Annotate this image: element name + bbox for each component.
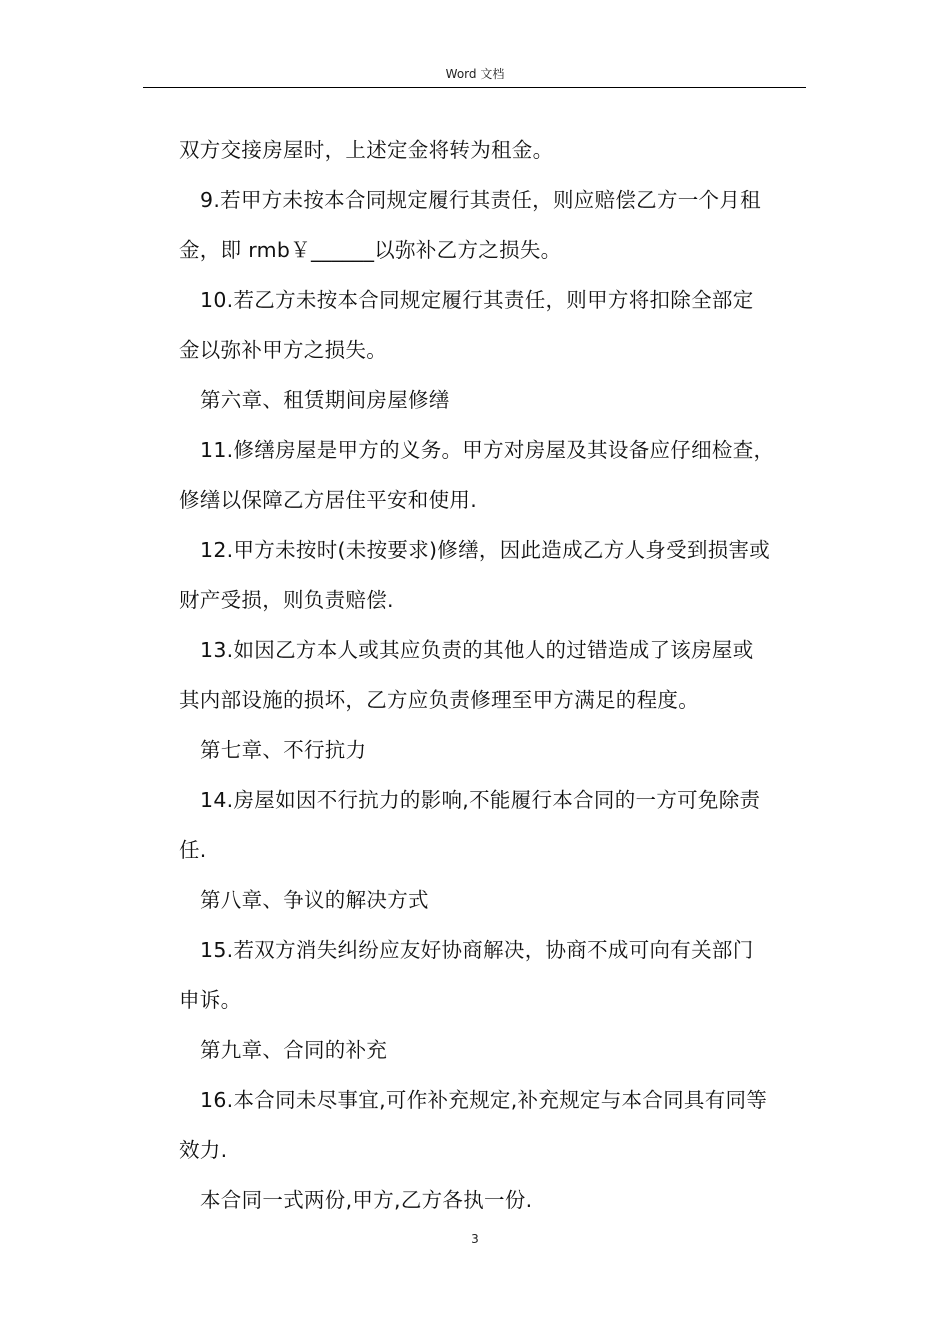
text-line: 财产受损，则负责赔偿. [179, 588, 394, 612]
chapter-heading-7: 第七章、不行抗力 [200, 738, 367, 762]
page-number: 3 [471, 1232, 479, 1246]
header-divider [143, 87, 806, 88]
text-line: 修缮以保障乙方居住平安和使用. [179, 488, 478, 512]
text-line: 申诉。 [179, 988, 242, 1012]
document-body [179, 125, 804, 1225]
clause-10: 10.若乙方未按本合同规定履行其责任，则甲方将扣除全部定 [200, 288, 754, 312]
clause-11: 11.修缮房屋是甲方的义务。甲方对房屋及其设备应仔细检查， [200, 438, 775, 462]
text-line: 任. [179, 838, 207, 862]
clause-9: 9.若甲方未按本合同规定履行其责任，则应赔偿乙方一个月租 [200, 188, 761, 212]
text-line: 效力. [179, 1138, 228, 1162]
clause-13: 13.如因乙方本人或其应负责的其他人的过错造成了该房屋或 [200, 638, 754, 662]
closing-statement: 本合同一式两份,甲方,乙方各执一份. [200, 1188, 533, 1212]
clause-12: 12.甲方未按时(未按要求)修缮，因此造成乙方人身受到损害或 [200, 538, 771, 562]
chapter-heading-8: 第八章、争议的解决方式 [200, 888, 429, 912]
chapter-heading-9: 第九章、合同的补充 [200, 1038, 388, 1062]
page-header: Word 文档 [445, 67, 505, 81]
clause-15: 15.若双方消失纠纷应友好协商解决，协商不成可向有关部门 [200, 938, 754, 962]
chapter-heading-6: 第六章、租赁期间房屋修缮 [200, 388, 450, 412]
text-line: 双方交接房屋时，上述定金将转为租金。 [179, 138, 554, 162]
text-line: 金以弥补甲方之损失。 [179, 338, 387, 362]
text-line: 金，即 rmb￥______以弥补乙方之损失。 [179, 238, 562, 262]
clause-16: 16.本合同未尽事宜,可作补充规定,补充规定与本合同具有同等 [200, 1088, 768, 1112]
clause-14: 14.房屋如因不行抗力的影响,不能履行本合同的一方可免除责 [200, 788, 761, 812]
text-line: 其内部设施的损坏，乙方应负责修理至甲方满足的程度。 [179, 688, 699, 712]
